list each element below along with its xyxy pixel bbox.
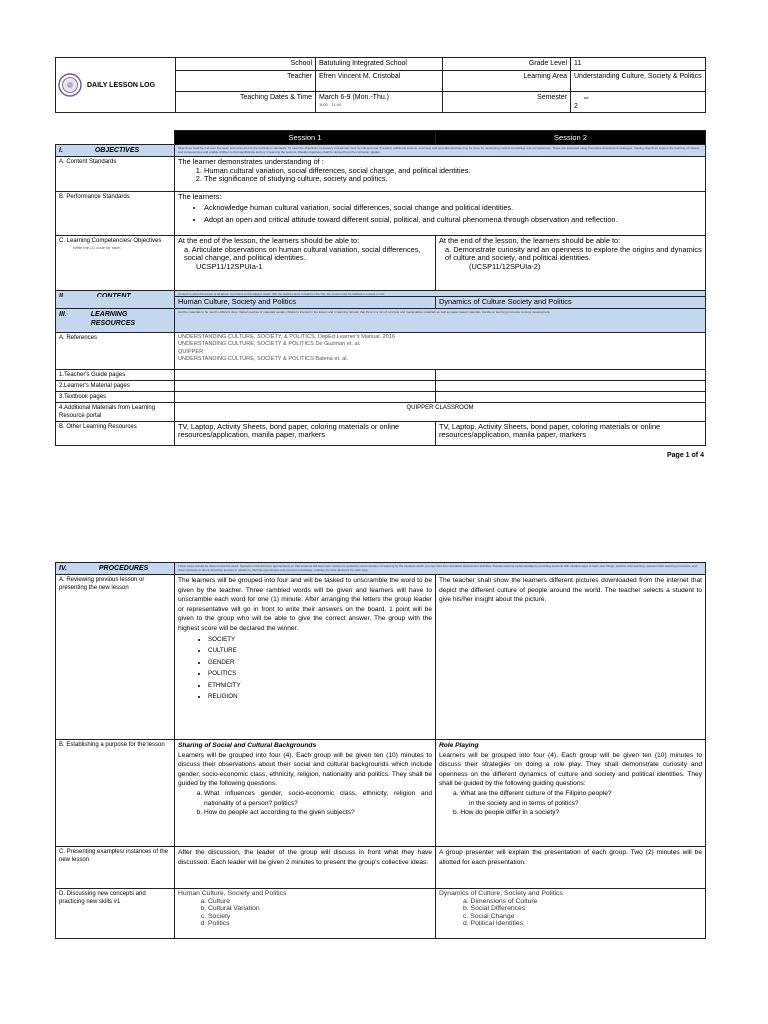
log-title: DAILY LESSON LOG — [87, 81, 156, 89]
semester-suffix: nd — [584, 95, 589, 100]
procedure-d-label: D. Discussing new concepts and practicing new skills #1 — [56, 889, 175, 939]
content-standard-item: 1. Human cultural variation, social differences, social change, and political identities. — [204, 167, 702, 176]
other-resources-s1: TV, Laptop, Activity Sheets, bond paper, coloring materials or online resources/application, manila paper, markers — [175, 421, 436, 445]
other-resources-label: B. Other Learning Resources — [56, 421, 175, 445]
objectives-heading: I. OBJECTIVES — [56, 145, 175, 157]
competencies-note: Write the LC code for each — [73, 245, 121, 250]
time-value: 1000 - 11:00 — [319, 102, 342, 107]
resources-heading: III. LEARNING RESOURCES — [56, 308, 175, 332]
performance-standards-cell: The learners: • Acknowledge human cultural variation, social differences, social change and political identities. • Adopt an open and critical attitude toward different social, political, and cultural phenomena through observation and reflection. — [175, 192, 706, 236]
resources-hint: List the materials to be used in different days. Varied sources of materials sustain children's interest in the lesson and in learning. Ensure that there is a mix of concrete and manipulative materials as well as paper-based materials. Hands-on learning promotes concept development. — [175, 308, 706, 332]
procedure-c-label: C. Presenting examples/ instances of the new lesson — [56, 847, 175, 889]
references-cell: UNDERSTANDING CULTURE, SOCIETY, & POLITICS. DepEd Learner's Manual. 2016 UNDERSTANDING CULTURE, SOCIETY & POLITICS De Guzman et. al. QUIPPER UNDERSTANDING CULTURE, SOCIETY & POLITICS Balena et. al. — [175, 332, 706, 369]
scramble-word: • RELIGION — [208, 691, 432, 703]
content-s2: Dynamics of Culture Society and Politics — [436, 297, 706, 309]
topic-item: b. Cultural Variation — [208, 905, 432, 913]
page-1 — [0, 0, 768, 470]
scramble-word: • ETHNICITY — [208, 680, 432, 692]
procedure-b-s2: Role Playing Learners will be grouped into four (4). Each group will be given ten (10) minutes to discuss their strategies on doing a role play. They shall demonstrate curiosity and openness on the different dynamics of culture and society and political identities. They shall be guided by the following guiding questions: a. What are the different culture of the Filipino people? in the society and in terms of politics? b. How do people differ in a society? — [436, 740, 706, 847]
procedure-d-s1: Human Culture, Society and Politics a. Culture b. Cultural Variation c. Society d. Politics — [175, 889, 436, 939]
objectives-table — [55, 130, 706, 305]
topic-item: d. Political Identities — [463, 920, 524, 928]
competencies-label: C. Learning Competencies/ Objectives — [59, 238, 162, 244]
grade-label: Grade Level — [443, 58, 571, 71]
content-standards-cell: The learner demonstrates understanding of : 1. Human cultural variation, social differences, social change, and political identities. 2. The significance of studying culture, society and politics. — [175, 157, 706, 192]
guide-question: b. How do people differ in a society? — [453, 809, 560, 817]
procedure-a-s1: The learners will be grouped into four and will be tasked to unscramble the word to be given by the teacher. Three rambled words will be given and learners will have to unscramble each word for one (1) minute. After arranging the letters the group leader or representative will go in front to write their answers on the board. 1 point will be given to the group who will be able to give the correct answer. The group with the highest score will be declared the winner. • SOCIETY • CULTURE • GENDER • POLITICS • ETHNICITY • RELIGION — [175, 575, 436, 740]
area-value: Understanding Culture, Society & Politics — [571, 71, 706, 92]
procedure-a-label: A. Reviewing previous lesson or presenting the new lesson — [56, 575, 175, 740]
dates-label: Teaching Dates & Time — [176, 92, 316, 113]
textbook-label: 3.Textbook pages — [56, 391, 175, 402]
content-hint: Content is what the lesson is all about. It pertains to the subject matter that the teacher aims to teach in the CG, the content can be tackled in a week or two. — [175, 291, 706, 305]
competencies-s2: At the end of the lesson, the learners should be able to: a. Demonstrate curiosity and an openness to explore the origins and dynamics of culture and society, and political identities. (UCSP11/12SPUIa-2) — [436, 236, 706, 291]
content-standard-item: 2. The significance of studying culture, society and politics. — [204, 175, 702, 184]
scramble-word: • SOCIETY — [208, 634, 432, 646]
additional-materials-label: 4.Additional Materials from Learning Resource portal — [56, 402, 175, 421]
semester-label: Semester — [443, 92, 571, 113]
additional-materials-value: QUIPPER CLASSROOM — [175, 402, 706, 421]
topic-item: a. Culture — [208, 898, 432, 906]
session-2-header: Session 2 — [436, 131, 706, 145]
scramble-word: • POLITICS — [208, 668, 432, 680]
procedures-hint: These steps should be done across the week. Spread out the activities appropriately so that students will learn well. Always be guided by demonstration of learning by the students which you can infer from formative assessment activities. Sustain learning systematically by providing students with multiple ways to learn new things, practice their learning, question their learning processes, and draw conclusions about what they learned in relation to their life experiences and previous knowledge. Indicate the time allotment for each step. — [175, 563, 706, 575]
procedure-d-s2: Dynamics of Culture, Society and Politics a. Dimensions of Culture b. Social Differences c. Social Change d. Political Identities — [436, 889, 706, 939]
procedure-a-s2: The teacher shall show the learners different pictures downloaded from the internet that depict the different culture of people around the world. The teacher selects a student to give his/her insight about the picture. — [436, 575, 706, 740]
references-label: A. References — [56, 332, 175, 369]
competencies-s1: At the end of the lesson, the learners should be able to: a. Articulate observations on human cultural variation, social differences, social change, and political identities. UCSP11/12SPUIa-1 — [175, 236, 436, 291]
performance-standard-item: • Acknowledge human cultural variation, social differences, social change and political identities. — [204, 204, 702, 213]
scramble-word: • CULTURE — [208, 645, 432, 657]
performance-standard-item: • Adopt an open and critical attitude toward different social, political, and cultural phenomena through observation and reflection. — [204, 216, 702, 225]
semester-value: 2 — [574, 103, 578, 110]
school-value: Batutuling Integrated School — [316, 58, 443, 71]
procedure-b-label: B. Establishing a purpose for the lesson — [56, 740, 175, 847]
content-standards-label: A. Content Standards — [56, 157, 175, 192]
school-label: School — [176, 58, 316, 71]
page-2 — [0, 560, 768, 1024]
logo-cell — [56, 58, 176, 113]
topic-item: d. Politics — [208, 920, 432, 928]
topic-item: c. Society — [208, 913, 432, 921]
procedure-b-s1: Sharing of Social and Cultural Backgrounds Learners will be grouped into four (4). Each group will be given ten (10) minutes to discuss their observations about their social and cultural backgrounds which include gender, socio-economic class, ethnicity, religion, nationality and politics. They shall be guided by the following questions. a. What influences gender, socio-economic class, ethnicity, religion and nationality of a person? politics? b. How do people act according to the given subjects? — [175, 740, 436, 847]
procedures-heading: IV. PROCEDURES — [56, 563, 175, 575]
competencies-label-cell — [56, 236, 175, 291]
guide-question: b. How do people act according to the given subjects? — [204, 808, 432, 818]
dates-cell — [316, 92, 443, 113]
grade-value: 11 — [571, 58, 706, 71]
other-resources-s2: TV, Laptop, Activity Sheets, bond paper, coloring materials or online resources/application, manila paper, markers — [436, 421, 706, 445]
guide-question: a. What influences gender, socio-economic class, ethnicity, religion and nationality of a person? politics? — [204, 789, 432, 808]
teacher-value: Efren Vincent M. Cristobal — [316, 71, 443, 92]
guide-question: a. What are the different culture of the Filipino people? — [453, 789, 612, 797]
topic-item: b. Social Differences — [463, 905, 526, 913]
header-table — [55, 57, 706, 113]
page-number: Page 1 of 4 — [667, 452, 704, 459]
procedures-table — [55, 562, 706, 939]
teacher-label: Teacher — [176, 71, 316, 92]
semester-cell — [571, 92, 706, 113]
deped-seal-icon — [58, 73, 82, 97]
resources-table — [55, 296, 706, 446]
dates-value: March 6-9 (Mon.-Thu.) — [319, 94, 390, 101]
learners-material-label: 2.Learner's Material pages — [56, 380, 175, 391]
session-1-header: Session 1 — [175, 131, 436, 145]
area-label: Learning Area — [443, 71, 571, 92]
objectives-hint: Objectives must be met over the week and connected to the curriculum standards. To meet the objectives, necessary procedures must be followed and if needed, additional lessons, exercises and remedial activities may be done for developing content knowledge and competencies. These are assessed using Formative Assessment strategies. Valuing objectives support the learning of content and competencies and enable children to find significance and joy in learning the lessons. Weekly objectives shall be derived from the curriculum guides. — [175, 145, 706, 157]
performance-standards-label: B. Performance Standards — [56, 192, 175, 236]
procedure-c-s1: After the discussion, the leader of the group will discuss in front what they have discussed. Each leader will be given 2 minutes to present the group's collective ideas. — [175, 847, 436, 889]
content-s1: Human Culture, Society and Politics — [175, 297, 436, 309]
procedure-c-s2: A group presenter will explain the presentation of each group. Two (2) minutes will be allotted for each presentation. — [436, 847, 706, 889]
topic-item: c. Social Change — [463, 912, 515, 920]
scramble-word: • GENDER — [208, 657, 432, 669]
topic-item: a. Dimensions of Culture — [463, 897, 538, 905]
teachers-guide-label: 1.Teacher's Guide pages — [56, 369, 175, 380]
